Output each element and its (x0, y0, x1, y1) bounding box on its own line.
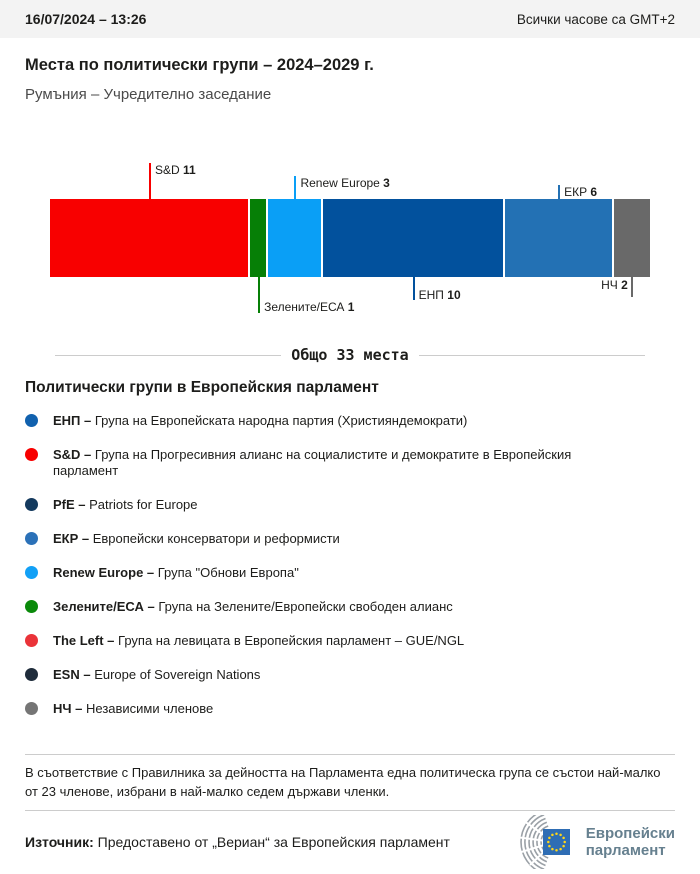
bar-callout-tick (294, 176, 296, 199)
seat-bar-chart (0, 138, 700, 330)
bar-callout-tick (413, 277, 415, 300)
bar-segment (50, 199, 250, 277)
legend-item (25, 497, 675, 513)
source-line (25, 834, 450, 850)
legend-item (25, 531, 675, 547)
bar-callout-tick (558, 185, 560, 199)
legend-item (25, 633, 675, 649)
legend-item (25, 701, 675, 717)
header-datetime: 16/07/2024 – 13:26 (25, 11, 147, 27)
legend-item-label: S&D – Група на Прогресивния алианс на социалистите и демократите в Европейския парламент (53, 447, 572, 478)
ep-logo-text (586, 825, 675, 859)
bar-callout-label: Renew Europe 3 (300, 176, 390, 190)
bar-callout-label: S&D 11 (155, 163, 196, 177)
separator-line-right (419, 355, 645, 356)
bar-segment (250, 199, 268, 277)
legend-item-label: ЕНП – Група на Европейската народна партия (Християндемократи) (53, 413, 468, 428)
separator-line-left (55, 355, 281, 356)
legend-color-dot (25, 448, 38, 461)
source-row (0, 815, 700, 869)
bar-callout-tick (631, 277, 633, 297)
legend-item-label: ЕКР – Европейски консерватори и реформисти (53, 531, 340, 546)
legend-color-dot (25, 414, 38, 427)
bar-callout-label: ЕКР 6 (564, 185, 598, 199)
page-title: Места по политически групи – 2024–2029 г. (25, 56, 374, 74)
total-seats-separator (55, 346, 645, 364)
ep-logo-text-line2: парламент (585, 842, 666, 859)
bar-segment (614, 199, 650, 277)
legend-color-dot (25, 498, 38, 511)
footnote-divider (25, 754, 675, 755)
legend-item-label: Зелените/ЕСА – Група на Зелените/Европейски свободен алианс (53, 599, 453, 614)
page-subtitle: Румъния – Учредително заседание (25, 86, 272, 103)
legend-item (25, 667, 675, 683)
bar-callout-tick (258, 277, 260, 313)
stacked-seat-bar (50, 199, 650, 277)
legend-list (25, 413, 675, 717)
hemicycle-icon (504, 815, 578, 869)
legend-item (25, 413, 675, 429)
bar-segment (505, 199, 614, 277)
legend-color-dot (25, 532, 38, 545)
source-label: Източник: (25, 834, 94, 850)
legend-color-dot (25, 600, 38, 613)
legend-item-label: ESN – Europe of Sovereign Nations (53, 667, 261, 682)
legend-item-label: The Left – Група на левицата в Европейския парламент – GUE/NGL (53, 633, 465, 648)
bar-segment (268, 199, 323, 277)
bar-callout-label: НЧ 2 (601, 278, 628, 292)
source-divider (25, 810, 675, 811)
eu-flag-icon (543, 829, 570, 855)
legend-color-dot (25, 668, 38, 681)
legend-item-label: PfE – Patriots for Europe (53, 497, 198, 512)
legend-item-label: Renew Europe – Група "Обнови Европа" (53, 565, 299, 580)
bar-callout-label: Зелените/ЕСА 1 (264, 300, 355, 314)
bar-callout-tick (149, 163, 151, 199)
ep-logo (504, 815, 675, 869)
legend-color-dot (25, 634, 38, 647)
legend-item (25, 599, 675, 615)
legend-color-dot (25, 702, 38, 715)
legend-heading: Политически групи в Европейския парламент (25, 379, 379, 396)
bar-segment (323, 199, 505, 277)
ep-logo-text-line1: Европейски (585, 825, 675, 842)
footnote-text: В съответствие с Правилника за дейността на Парламента една политическа група се състои най-малко от 23 членове, избрани в най-малко седем държави членки. (25, 765, 661, 799)
bar-callout-label: ЕНП 10 (418, 288, 461, 302)
header-bar (0, 0, 700, 38)
legend-item (25, 565, 675, 581)
legend-item (25, 447, 675, 479)
legend-color-dot (25, 566, 38, 579)
total-seats-label: Общо 33 места (291, 346, 409, 364)
legend-item-label: НЧ – Независими членове (53, 701, 214, 716)
header-timezone-note: Всички часове са GMT+2 (516, 11, 675, 27)
source-text: Предоставено от „Вериан“ за Европейския парламент (97, 834, 450, 850)
